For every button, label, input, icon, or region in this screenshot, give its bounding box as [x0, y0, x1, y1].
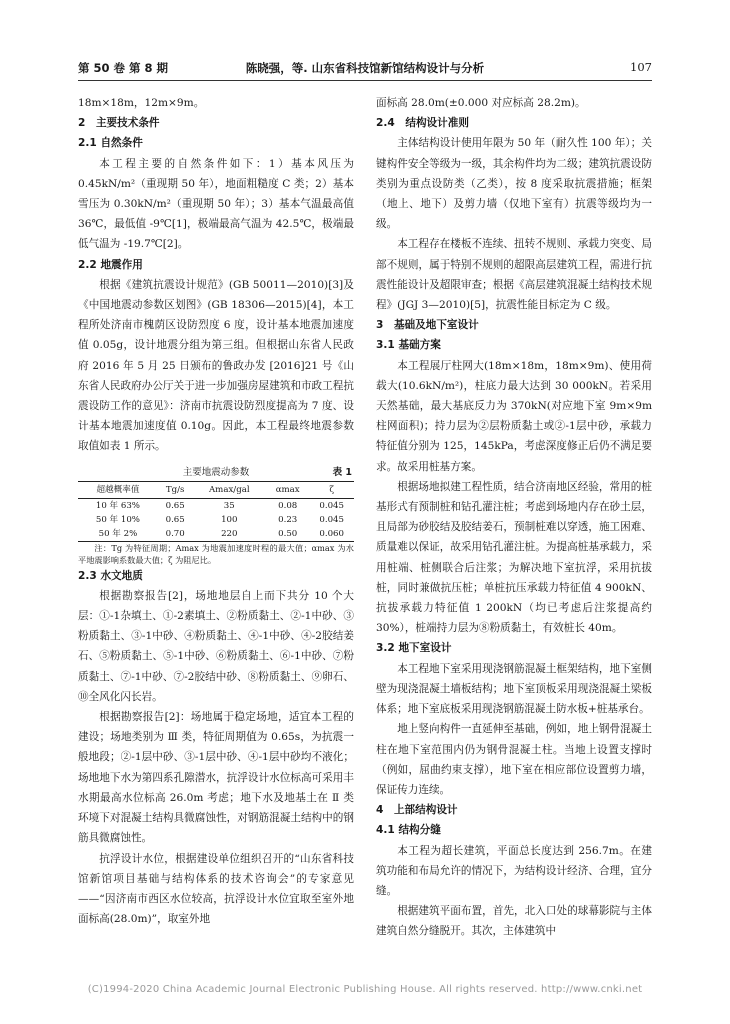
- page-number: 107: [630, 60, 652, 74]
- paragraph-joint-layout: 根据建筑平面布置，首先，北入口处的球幕影院与主体建筑自然分缝脱开。其次，主体建筑中: [376, 905, 652, 938]
- table-header-cell: 超越概率值: [78, 481, 158, 498]
- section-3-heading: 3 基础及地下室设计: [376, 319, 479, 332]
- journal-issue: 第 50 卷 第 8 期: [78, 61, 169, 75]
- table-cell: 0.060: [309, 527, 354, 542]
- paragraph-vertical-members: 地上竖向构件一直延伸至基础，例如，地上钢骨混凝土柱在地下室范围内仍为钢骨混凝土柱。当地上设置支撑时（例如，屈曲约束支撑），地下室在相应部位设置剪力墙，保证传力连续。: [376, 723, 652, 796]
- table-cell: 0.045: [319, 514, 344, 525]
- table-header-cell: Tg/s: [158, 481, 193, 498]
- table-cell: 0.045: [319, 500, 344, 511]
- table-row: [78, 527, 354, 542]
- table-row: [78, 498, 354, 513]
- page-header: [78, 60, 652, 80]
- table-caption: [78, 463, 354, 481]
- paragraph-expansion-joints: 本工程为超长建筑，平面总长度达到 256.7m。在建筑功能和布局允许的情况下，为结构设计经济、合理，宜分缝。: [376, 844, 652, 897]
- table-cell: 50 年 10%: [95, 514, 140, 525]
- paragraph-irregularity: 本工程存在楼板不连续、扭转不规则、承载力突变、局部不规则，属于特别不规则的超限高层建筑工程，需进行抗震性能设计及超限审查；根据《高层建筑混凝土结构技术规程》(JGJ 3—2010)[5]，抗震性能目标定为 C 级。: [376, 238, 652, 312]
- section-2-2-heading: 2.2 地震作用: [78, 258, 143, 271]
- table-row: [78, 513, 354, 527]
- table-cell: 220: [193, 527, 267, 542]
- table-cell: 0.08: [278, 500, 298, 511]
- table-number: 表 1: [332, 466, 352, 478]
- section-2-4-heading: 2.4 结构设计准则: [376, 117, 469, 130]
- table-cell: 100: [221, 514, 238, 525]
- table-header-cell: Amax/gal: [193, 481, 267, 498]
- paragraph-basement-structure: 本工程地下室采用现浇钢筋混凝土框架结构，地下室侧壁为现浇混凝土墙板结构；地下室顶板采用现浇混凝土梁板体系；地下室底板采用现浇钢筋混凝土防水板+桩基承台。: [376, 662, 652, 716]
- table-cell: 0.50: [266, 527, 309, 542]
- table-cell: 0.23: [278, 514, 298, 525]
- table-cell: 0.65: [165, 500, 185, 511]
- paragraph-seismic-action: 根据《建筑抗震设计规范》(GB 50011—2010)[3]及《中国地震动参数区划图》(GB 18306—2015)[4]，本工程所处济南市槐荫区设防烈度 6 度，设计基本地震加速度值 0.05g，设计地震分组为第三组。但根据山东省人民政府 2016 年 5 月 25 日颁布的鲁政办发 [2016]21 号《山东省人民政府办公厅关于进一步加强房屋建筑和市政工程抗震设防工作的意见》：济南市抗震设防烈度提高为 7 度、设计基本地震加速度值 0.10g。因此，本工程最终地震参数取值如表 1 所示。: [78, 278, 354, 453]
- table-header-cell: ζ: [309, 481, 354, 498]
- table-note: 注：Tg 为特征周期；Amax 为地震加速度时程的最大值；αmax 为水平地震影响系数最大值；ζ 为阻尼比。: [78, 542, 354, 565]
- copyright-footer: (C)1994-2020 China Academic Journal Electronic Publishing House. All rights reserved. http://www.cnki.net: [87, 984, 643, 995]
- section-4-1-heading: 4.1 结构分缝: [376, 824, 441, 837]
- table-cell: 50 年 2%: [78, 527, 158, 542]
- table-header-cell: αmax: [266, 481, 309, 498]
- seismic-parameters-table: [78, 481, 354, 542]
- section-3-1-heading: 3.1 基础方案: [376, 339, 441, 352]
- left-column: [78, 93, 354, 929]
- section-3-2-heading: 3.2 地下室设计: [376, 642, 452, 655]
- paragraph-design-criteria: 主体结构设计使用年限为 50 年（耐久性 100 年）；关键构件安全等级为一级，其余构件均为二级；建筑抗震设防类别为重点设防类（乙类），按 8 度采取抗震措施；框架（地上、地下）及剪力墙（仅地下室有）抗震等级均为一级。: [376, 137, 652, 231]
- table-cell: 10 年 63%: [95, 500, 140, 511]
- section-2-heading: 2 主要技术条件: [78, 117, 160, 130]
- table-cell: 0.65: [165, 514, 185, 525]
- paragraph-strata: 根据勘察报告[2]，场地地层自上而下共分 10 个大层：①-1杂填土、①-2素填土、②粉质黏土、②-1中砂、③粉质黏土、③-1中砂、④粉质黏土、④-1中砂、④-2胶结姜石、⑤粉质黏土、⑤-1中砂、⑥粉质黏土、⑥-1中砂、⑦粉质黏土、⑦-1中砂、⑦-2胶结中砂、⑧粉质黏土、⑨卵石、⑩全风化闪长岩。: [78, 589, 354, 703]
- paragraph-foundation-scheme: 本工程展厅柱网大(18m×18m，18m×9m)、使用荷载大(10.6kN/m²)，柱底力最大达到 30 000kN。若采用天然基础，最大基底反力为 370kN(对应地下室 9m×9m 柱网面积)；持力层为②层粉质黏土或②-1层中砂，承载力特征值分别为 125，145kPa，考虑深度修正后仍不满足要求。故采用桩基方案。: [376, 359, 652, 473]
- section-2-1-heading: 2.1 自然条件: [78, 137, 143, 150]
- section-2-3-heading: 2.3 水文地质: [78, 569, 143, 582]
- paragraph-anti-floating: 抗浮设计水位，根据建设单位组织召开的“山东省科技馆新馆项目基础与结构体系的技术咨询会”的专家意见——“因济南市西区水位较高，抗浮设计水位宜取至室外地面标高(28.0m)”，取室外地: [78, 852, 354, 926]
- paragraph-natural-conditions: 本工程主要的自然条件如下：1）基本风压为 0.45kN/m²（重现期 50 年），地面粗糙度 C 类；2）基本雪压为 0.30kN/m²（重现期 50 年）；3）基本气温最高值 36℃，最低值 -9℃[1]，极端最高气温为 42.5℃，极端最低气温为 -19.7℃[2]。: [78, 157, 354, 251]
- section-4-heading: 4 上部结构设计: [376, 804, 458, 817]
- paragraph-site-evaluation: 根据勘察报告[2]：场地属于稳定场地，适宜本工程的建设；场地类别为 Ⅲ 类，特征周期值为 0.65s，为抗震一般地段；②-1层中砂、③-1层中砂、④-1层中砂均不液化；场地地下水为第四系孔隙潜水，抗浮设计水位标高可采用丰水期最高水位标高 26.0m 考虑；地下水及地基土在 Ⅱ 类环境下对混凝土结构具微腐蚀性，对钢筋混凝土结构中的钢筋具微腐蚀性。: [78, 711, 354, 845]
- continuation-text: 18m×18m，12m×9m。: [78, 97, 205, 109]
- table-title: 主要地震动参数: [182, 466, 250, 478]
- table-header-row: [78, 481, 354, 498]
- table-cell: 0.70: [158, 527, 193, 542]
- header-rule: [78, 80, 652, 81]
- table-cell: 35: [223, 500, 235, 511]
- continuation-text: 面标高 28.0m(±0.000 对应标高 28.2m)。: [376, 97, 586, 109]
- paragraph-pile-type: 根据场地拟建工程性质，结合济南地区经验，常用的桩基形式有预制桩和钻孔灌注桩；考虑到场地内存在砂土层，且局部为砂胶结及胶结姜石，预制桩难以穿透，施工困难、质量难以保证，故采用钻孔灌注桩。为提高桩基承载力，采用桩端、桩侧联合后注浆；为解决地下室抗浮，采用抗拔桩，同时兼做抗压桩；单桩抗压承载力特征值 4 900kN、抗拔承载力特征值 1 200kN（均已考虑后注浆提高约 30%），桩端持力层为⑧粉质黏土，有效桩长 40m。: [376, 480, 652, 635]
- running-title: 陈晓强，等. 山东省科技馆新馆结构设计与分析: [245, 61, 485, 75]
- right-column: [376, 93, 652, 942]
